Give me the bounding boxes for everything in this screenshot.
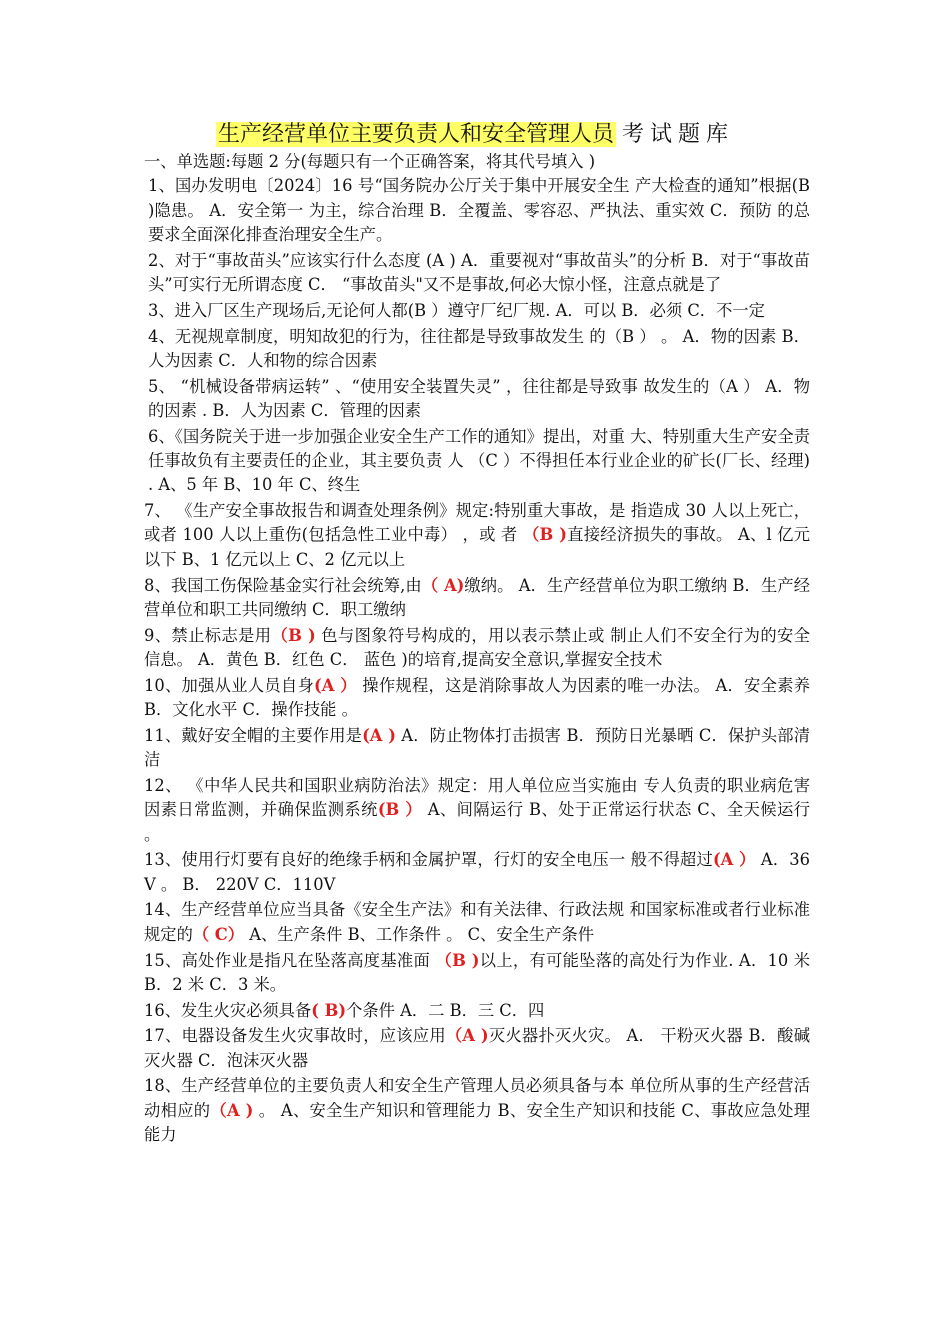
question-12-answer: (B ） [377, 800, 423, 820]
section-heading: 一、单选题:每题 2 分(每题只有一个正确答案，将其代号填入 ) [144, 152, 596, 171]
question-14-answer: （ C） [192, 924, 245, 944]
question-8-text: 8、我国工伤保险基金实行社会统筹,由 [144, 575, 422, 595]
question-11-text: 11、戴好安全帽的主要作用是 [144, 725, 363, 745]
question-16 [144, 999, 810, 1023]
question-7-text: 7、 《生产安全事故报告和调查处理条例》规定:特别重大事故，是 指造成 30 人以上死亡，或者 100 人以上重伤(包括急性工业中毒） ，或 者 [144, 501, 810, 545]
question-9-options: 色与图象符号构成的，用以表示禁止或 制止人们不安全行为的安全信息。 A．黄色 B．红色 C． 蓝色 )的培育,提高安全意识,掌握安全技术 [144, 625, 810, 669]
question-12-text: 12、 《中华人民共和国职业病防治法》规定：用人单位应当实施由 专人负责的职业病危害因素日常监测，并确保监测系统 [144, 775, 810, 820]
question-9 [144, 624, 810, 673]
document-body [144, 150, 810, 1149]
question-7-options: 直接经济损失的事故。 A、l 亿元以下 B、1 亿元以上 C、2 亿元以上 [144, 525, 810, 569]
question-13 [144, 848, 810, 897]
question-10 [144, 674, 810, 723]
question-8 [144, 574, 810, 623]
question-10-answer: (A ） [314, 675, 357, 695]
question-3: 3、进入厂区生产现场后,无论何人都(B ）遵守厂纪厂规. A．可以 B．必须 C．不一定 [148, 300, 765, 320]
question-9-answer: （B ) [271, 625, 316, 645]
question-14 [144, 898, 810, 947]
question-18-text: 18、生产经营单位的主要负责人和安全生产管理人员必须具备与本 单位所从事的生产经营活动相应的 [144, 1076, 810, 1120]
question-4: 4、无视规章制度，明知故犯的行为，往往都是导致事故发生 的（B ） 。 A．物的因素 B．人为因素 C．人和物的综合因素 [148, 326, 810, 370]
question-11 [144, 724, 810, 773]
question-17 [144, 1024, 810, 1073]
question-18-options: 。 A、安全生产知识和管理能力 B、安全生产知识和技能 C、事故应急处理能力 [144, 1100, 810, 1145]
question-15-answer: （B ) [435, 950, 480, 970]
question-13-options: A．36V 。 B． 220V C．110V [144, 850, 810, 894]
title-suffix: 考试题库 [622, 122, 735, 147]
question-2: 2、对于“事故苗头”应该实行什么态度 (A ) A．重要视对“事故苗头”的分析 B．对于“事故苗头”可实行无所谓态度 C． “事故苗头"又不是事故,何必大惊小怪，注意点就是了 [148, 250, 810, 294]
question-10-text: 10、加强从业人员自身 [144, 675, 315, 695]
question-15-options: 以上，有可能坠落的高处行为作业. A．10 米 B．2 米 C．3 米。 [144, 950, 810, 994]
question-16-answer: ( B) [311, 1000, 347, 1020]
question-16-text: 16、发生火灾必须具备 [144, 1000, 312, 1020]
question-9-text: 9、禁止标志是用 [144, 625, 272, 645]
question-7 [144, 499, 810, 572]
question-8-answer: （ A) [421, 575, 465, 595]
question-12-options: A、间隔运行 B、处于正常运行状态 C、全天候运行 。 [144, 800, 810, 844]
question-13-text: 13、使用行灯要有良好的绝缘手柄和金属护罩，行灯的安全电压一 般不得超过 [144, 850, 713, 870]
question-17-answer: （A ) [445, 1026, 489, 1046]
question-10-options: 操作规程，这是消除事故人为因素的唯一办法。 A．安全素养 B．文化水平 C．操作技能 。 [144, 675, 810, 720]
question-5: 5、 “机械设备带病运转” 、“使用安全装置失灵” ，往往都是导致事 故发生的（A ） A．物的因素 . B．人为因素 C．管理的因素 [148, 376, 810, 420]
document-title [0, 118, 950, 152]
question-13-answer: (A ） [712, 850, 756, 870]
question-16-options: 个条件 A．二 B．三 C．四 [346, 1000, 545, 1020]
question-12 [144, 774, 810, 847]
question-15-text: 15、高处作业是指凡在坠落高度基准面 [144, 950, 436, 970]
title-highlighted: 生产经营单位主要负责人和安全管理人员 [217, 122, 614, 147]
question-18-answer: （A ) [210, 1100, 254, 1120]
question-14-options: A、生产条件 B、工作条件 。 C、安全生产条件 [244, 924, 595, 944]
question-15 [144, 949, 810, 998]
question-17-text: 17、电器设备发生火灾事故时，应该应用 [144, 1026, 446, 1046]
question-11-options: A．防止物体打击损害 B．预防日光暴晒 C．保护头部清洁 [144, 725, 811, 770]
question-7-answer: （B ) [523, 525, 567, 545]
question-11-answer: (A ) [362, 725, 396, 745]
question-1: 1、国办发明电〔2024〕16 号“国务院办公厅关于集中开展安全生 产大检查的通知”根据(B )隐患。 A．安全第一 为主，综合治理 B．全覆盖、零容忍、严执法、重实效 C．预防 的总要求全面深化排查治理安全生产。 [148, 176, 810, 244]
question-18 [144, 1074, 810, 1147]
question-14-text: 14、生产经营单位应当具备《安全生产法》和有关法律、行政法规 和国家标准或者行业标准规定的 [144, 900, 810, 944]
question-17-options: 灭火器扑灭火灾。 A． 干粉灭火器 B．酸碱灭火器 C．泡沫灭火器 [144, 1026, 810, 1070]
question-8-options: 缴纳。 A．生产经营单位为职工缴纳 B．生产经营单位和职工共同缴纳 C．职工缴纳 [144, 575, 810, 619]
question-6: 6、《国务院关于进一步加强企业安全生产工作的通知》提出，对重 大、特别重大生产安全责任事故负有主要责任的企业，其主要负责 人 （C ）不得担任本行业企业的矿长(厂长、经理) . A、5 年 B、10 年 C、终生 [148, 426, 810, 495]
